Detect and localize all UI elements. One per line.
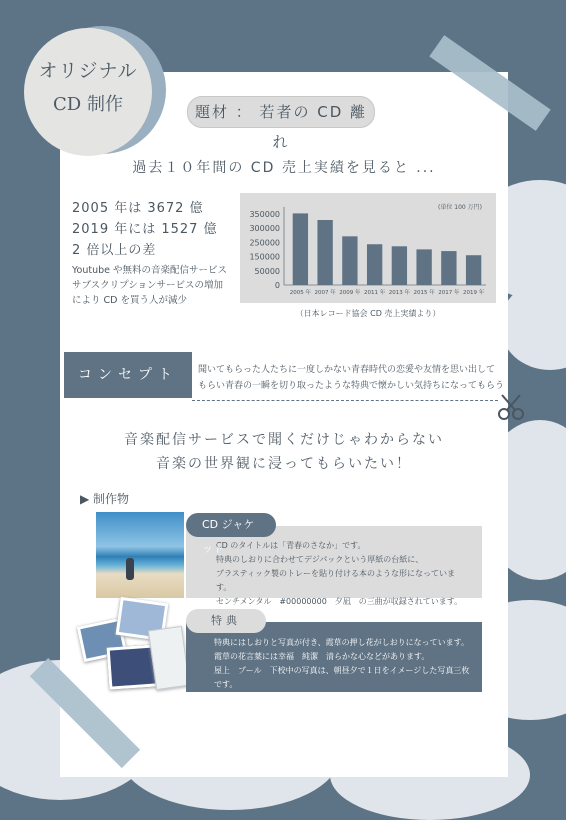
x-tick-label: 2015 年 <box>413 290 435 296</box>
bonus-line: 霞草の花言葉には幸福 純潔 清らかな心などがあります。 <box>214 652 430 661</box>
bonus-label: 特典 <box>186 609 266 633</box>
bonus-line: 特典にはしおりと写真が付き、霞草の押し花がしおりになっています。 <box>214 638 470 647</box>
stat-line: 2005 年は 3672 億 <box>72 201 204 216</box>
badge-line-2: CD 制作 <box>53 94 123 115</box>
y-tick-label: 150000 <box>249 252 280 262</box>
chart-bar <box>293 213 308 285</box>
title-badge <box>24 28 152 156</box>
reason-line: サブスクリプションサービスの増加 <box>72 280 224 291</box>
chart-unit-label: (単位 100 万円) <box>438 204 482 211</box>
section-heading: 過去１０年間の CD 売上実績を見ると ... <box>132 160 436 176</box>
jacket-line: プラスティック製のトレーを貼り付ける本のような形になっています。 <box>216 569 455 592</box>
chart-source: （日本レコード協会 CD 売上実績より） <box>295 309 441 318</box>
y-tick-label: 50000 <box>254 266 280 276</box>
sales-chart <box>240 193 496 303</box>
stats-block <box>72 198 218 261</box>
message-line: 音楽配信サービスで聞くだけじゃわからない <box>124 432 444 448</box>
jacket-label: CD ジャケット <box>186 513 276 537</box>
scissors-icon <box>496 392 526 422</box>
chart-bar <box>317 220 332 285</box>
concept-line: 聞いてもらった人たちに一度しかない青春時代の恋愛や友情を思い出して <box>198 365 496 375</box>
jacket-line: 特典のしおりに合わせてデジパックという厚紙の台紙に、 <box>216 555 424 564</box>
chart-bar <box>367 244 382 285</box>
chart-bar <box>342 236 357 285</box>
stat-line: 2 倍以上の差 <box>72 243 157 258</box>
badge-line-1: オリジナル <box>38 60 138 82</box>
chart-bar <box>466 255 481 285</box>
concept-text <box>198 362 504 394</box>
sales-chart-svg <box>240 193 496 303</box>
y-tick-label: 250000 <box>249 238 280 248</box>
x-tick-label: 2013 年 <box>388 290 410 296</box>
message-line: 音楽の世界観に浸ってもらいたい！ <box>156 456 412 472</box>
chart-bar <box>441 251 456 285</box>
concept-label: コンセプト <box>64 352 192 398</box>
chart-bar <box>416 249 431 285</box>
x-tick-label: 2011 年 <box>364 290 386 296</box>
products-heading: ▶ 制作物 <box>80 492 130 506</box>
jacket-line: センチメンタル #00000000 夕凪 の三曲が収録されています。 <box>216 597 463 606</box>
reason-text <box>72 263 242 308</box>
x-tick-label: 2019 年 <box>463 290 485 296</box>
x-tick-label: 2007 年 <box>314 290 336 296</box>
jacket-line: CD のタイトルは「青春のさなか」です。 <box>216 541 366 550</box>
stat-line: 2019 年には 1527 億 <box>72 222 218 237</box>
x-tick-label: 2009 年 <box>339 290 361 296</box>
x-tick-label: 2005 年 <box>289 290 311 296</box>
x-tick-label: 2017 年 <box>438 290 460 296</box>
concept-line: もらい青春の一瞬を切り取ったような特典で懐かしい気持ちになってもらう <box>198 381 505 391</box>
cd-jacket-image <box>96 512 184 598</box>
y-tick-label: 350000 <box>249 210 280 219</box>
bonus-line: 屋上 プール 下校中の写真は、朝昼夕で１日をイメージした写真三枚です。 <box>214 666 470 689</box>
y-tick-label: 300000 <box>249 224 280 234</box>
reason-line: により CD を買う人が減少 <box>72 295 187 306</box>
message <box>60 428 508 476</box>
y-tick-label: 0 <box>274 281 280 290</box>
chart-bar <box>392 246 407 285</box>
dashed-cut-line <box>192 400 498 401</box>
girl-figure <box>126 558 134 580</box>
reason-line: Youtube や無料の音楽配信サービス <box>72 265 228 276</box>
topic-pill: 題材 ： 若者の CD 離れ <box>187 96 375 128</box>
